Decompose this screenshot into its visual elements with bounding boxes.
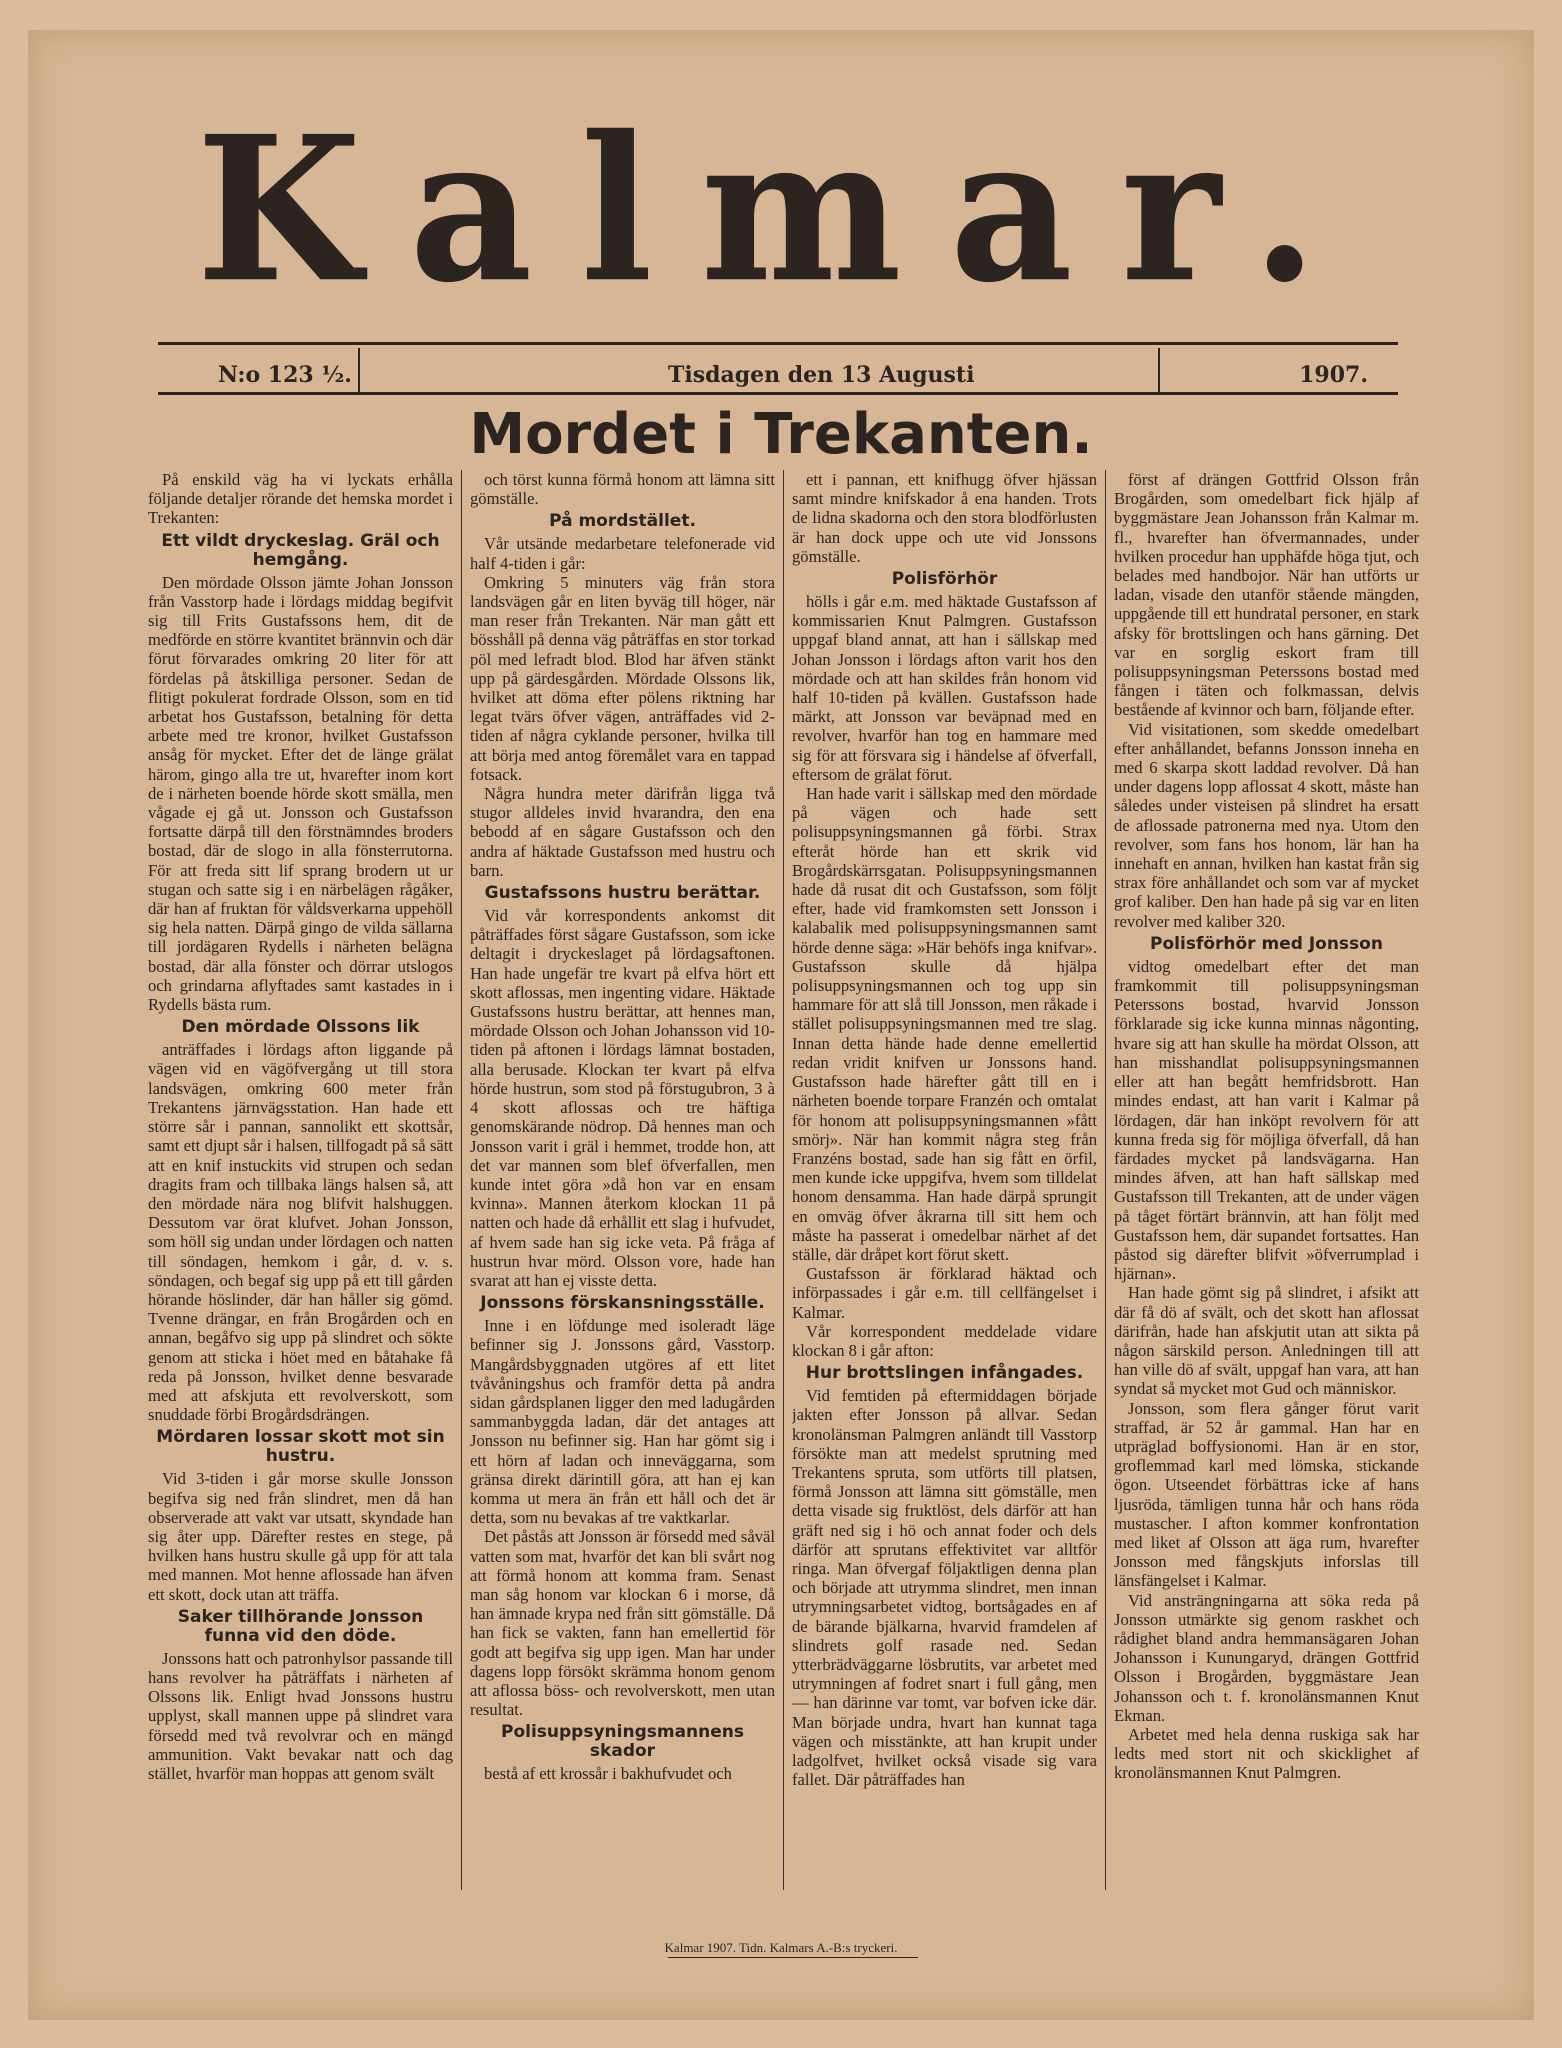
column-rule [461, 470, 462, 1890]
column-rule [783, 470, 784, 1890]
section-heading: Polisförhör med Jonsson [1150, 933, 1383, 954]
section-heading: Den mördade Olssons lik [181, 1017, 420, 1038]
issue-divider [1158, 348, 1160, 392]
paragraph: Vid ansträngningarna att söka reda på Jonsson utmärkte sig genom raskhet och rådighet bland andra hemmansägaren Johan Johansson i Kunungaryd, drängen Gottfrid Olsson i Brogården, byggmästare Jean Johansson och t. f. kronolänsmannen Knut Ekman. [1114, 1590, 1419, 1725]
section-heading: Mördaren lossar skott mot sin hustru. [156, 1427, 445, 1467]
article-column [470, 470, 775, 1895]
paragraph: och törst kunna förmå honom att lämna sitt gömställe. [470, 470, 775, 509]
paragraph: anträffades i lördags afton liggande på vägen vid en vägöfvergång ut till stora landsvägen, omkring 600 meter från Trekantens järnvägsstation. Han hade ett större sår i pannan, sannolikt ett skottsår, samt ett djupt sår i halsen, tillfogadt på så sätt att en knif instuckits vid strupen och sedan dragits fram och tillbaka längs halsen så, att den mördade nära nog blifvit halshuggen. Dessutom var örat klufvet. Johan Jonsson, som höll sig undan under lördagen och natten till söndagen, hemkom i går, d. v. s. söndagen, och begaf sig upp på ett till gården hörande höslinder, där han håller sig gömd. Tvenne drängar, en från Brogården och en annan, begåfvo sig upp på slindret och sökte genom att sticka i höet med en båtahake få reda på Jonsson, hvilket denne besvarade med att afskjuta ett revolverskott, som snuddade förbi Brogårdsdrängen. [148, 1040, 453, 1425]
paragraph: Vår korrespondent meddelade vidare klockan 8 i går afton: [792, 1321, 1097, 1360]
paragraph: Jonssons hatt och patronhylsor passande till hans revolver ha påträffats i närheten af Olssons lik. Enligt hvad Jonssons hustru upplyst, skall mannen uppe på slindret vara försedd med två revolvrar och en mängd ammunition. Vakt bevakar natt och dag stället, hvarför man hoppas att genom svält [148, 1648, 453, 1783]
paragraph: Vår utsände medarbetare telefonerade vid half 4-tiden i går: [470, 534, 775, 573]
issue-bar [158, 360, 1398, 394]
paragraph: vidtog omedelbart efter det man framkommit till polisuppsyningsman Peterssons bostad, hvarvid Jonsson förklarade sig icke kunna minnas någonting, hvare sig att han skulle ha mördat Olsson, att han misshandlat polisuppsyningsmannen eller att han begått hemfridsbrott. Han mindes endast, att han varit i Kalmar på lördagen, där han inköpt revolvern för att kunna freda sig för möjliga öfverfall, då han färdades mycket på landsvägarna. Han mindes äfven, att han haft sällskap med Gustafsson till Trekanten, att de under vägen på tåget förtärt brännvin, att han följt med Gustafsson hem, där supandet fortsattes. Han påstod sig därefter blifvit »öfverrumplad i hjärnan». [1114, 956, 1419, 1284]
section-heading: Polisuppsyningsmannens skador [500, 1722, 744, 1762]
paragraph: först af drängen Gottfrid Olsson från Brogården, som omedelbart fick hjälp af byggmästare Jean Johansson från Kalmar m. fl., hvarefter han öfvermannades, under hvilken procedur han upphäfde höga tjut, och belades med handbojor. När han utförts ur ladan, visade den utanför stående mängden, uppgående till ett hundratal personer, en stark afsky för brottslingen och hans gärning. Det var en sorglig eskort fram till polisuppsyningsman Peterssons bostad med fången i täten och folkmassan, delvis bestående af kvinnor och barn, följande efter. [1114, 470, 1419, 720]
paragraph: Han hade varit i sällskap med den mördade på vägen och hade sett polisuppsyningsmannen gå förbi. Strax efteråt hörde han ett skrik vid Brogårdskärrsgatan. Polisuppsyningsmannen hade då rusat dit och Gustafsson, som följt efter, hade vid framkomsten sett Jonsson i kalabalik med polisuppsyningsmannen samt hörde denne säga: »Här behöfs inga knifvar». Gustafsson skulle då hjälpa polisuppsyningsmannen och tog upp sin hammare för att slå till Jonsson, men råkade i stället polisuppsyningsmannen med tre slag. Innan detta hände hade denne emellertid redan vridit knifven ur Jonssons hand. Gustafsson hade härefter gått till en i närheten boende torpare Franzén och omtalat för honom att polisuppsyningsmannen »fått smörj». När han kommit några steg från Franzéns bostad, sade han sig fått en örfil, men kunde icke uppgifva, hvem som tilldelat honom densamma. Han hade därpå sprungit en omväg öfver åkrarna till sitt hem och måste ha passerat i omedelbar närhet af det ställe, där dråpet kort förut skett. [792, 784, 1097, 1264]
issue-year: 1907. [1299, 362, 1368, 388]
paragraph: ett i pannan, ett knifhugg öfver hjässan samt mindre knifskador å ena handen. Trots de lidna skadorna och den stora blodförlusten är han dock uppe och ute vid Jonssons gömställe. [792, 470, 1097, 566]
imprint-rule [668, 1957, 918, 1958]
paragraph: Vid femtiden på eftermiddagen började jakten efter Jonsson på allvar. Sedan kronolänsman Palmgren anländt till Vasstorp försökte man att medelst sprutning med Trekantens spruta, som utförts till platsen, förmå Jonsson att lämna sitt gömställe, men detta visade sig fruktlöst, dels därför att han gräft ned sig i hö och annat foder och dels därför att sprutans effektivitet var alltför ringa. Man öfvergaf följaktligen denna plan och började att utrymma slindret, men innan utrymningsarbetet vidtog, bortsågades en af de bärande bjälkarna, hvarvid framdelen af slindrets golf rasade ned. Sedan ytterbrädväggarne lösbrutits, var arbetet med utrymningen af fodret snart i full gång, men — han därinne var tomt, var bofven icke där. Man började undra, hvart han kunnat taga vägen och misstänkte, att han krupit under ladgolfvet, hvilket också visade sig vara fallet. Där påträffades han [792, 1386, 1097, 1790]
section-heading: Jonssons förskansningsställe. [480, 1293, 765, 1314]
paragraph: Omkring 5 minuters väg från stora landsvägen går en liten byväg till höger, när man reser från Trekanten. När man gått ett bösshåll på denna väg påträffas en stor torkad pöl med lefradt blod. Blod har äfven stänkt upp på gärdesgården. Mördade Olssons lik, hvilket att döma efter pölens riktning har legat tvärs öfver vägen, anträffades vid 2-tiden af några cyklande personer, hvilka till att börja med antog föremålet vara en tappad fotsack. [470, 572, 775, 784]
section-heading: Gustafssons hustru berättar. [484, 883, 761, 904]
paragraph: Några hundra meter därifrån ligga två stugor alldeles invid hvarandra, den ena bebodd af en sågare Gustafsson och den andra af häktade Gustafsson med hustru och barn. [470, 784, 775, 880]
paragraph: hölls i går e.m. med häktade Gustafsson af kommissarien Knut Palmgren. Gustafsson uppgaf bland annat, att han i sällskap med Johan Jonsson i lördags afton varit hos den mördade och att han skildes från honom vid half 10-tiden på kvällen. Gustafsson hade märkt, att Jonsson var beväpnad med en revolver, hvarför han tog en hammare med sig för att försvara sig i händelse af öfverfall, eftersom de grälat förut. [792, 592, 1097, 784]
paragraph: Arbetet med hela denna ruskiga sak har ledts med stort nit och skicklighet af kronolänsmannen Knut Palmgren. [1114, 1725, 1419, 1783]
article-column [1114, 470, 1419, 1895]
section-heading: Hur brottslingen infångades. [805, 1363, 1084, 1384]
issue-date: Tisdagen den 13 Augusti [668, 362, 975, 388]
paragraph: Inne i en löfdunge med isoleradt läge befinner sig J. Jonssons gård, Vasstorp. Mangårdsbyggnaden utgöres af ett litet tvåvåningshus och framför detta på andra sidan gårdsplanen ligger den med ladugården sammanbyggda ladan, där det antages att Jonsson nu befinner sig. Han har gömt sig i ett hörn af ladan och inneväggarna, som gränsa direkt därintill göra, att han ej kan komma ut mera än från ett håll och det är detta, som nu bevakas af tre vaktkarlar. [470, 1316, 775, 1528]
paragraph: På enskild väg ha vi lyckats erhålla följande detaljer rörande det hemska mordet i Trekanten: [148, 470, 453, 528]
issue-number: N:o 123 ½. [218, 362, 352, 388]
paragraph: Den mördade Olsson jämte Johan Jonsson från Vasstorp hade i lördags middag begifvit sig till Frits Gustafssons hem, dit de medförde en större kvantitet brännvin och där förut förvarades omkring 20 liter för att fördelas på åtskilliga personer. Sedan de flitigt pokulerat fordrade Olsson, som en tid arbetat hos Gustafsson, betalning för detta arbete med tre kronor, hvilket Gustafsson ansåg för mycket. Efter det de länge grälat härom, gingo alla tre ut, hvarefter inom kort de i närheten boende hörde skott smälla, men vågade ej gå ut. Jonsson och Gustafsson fortsatte därpå till den förstnämndes broders bostad, där de slogo in alla fönsterrutorna. För att freda sitt lif sprang brodern ut ur stugan och satte sig i en närbelägen rågåker, där han af fruktan för våldsverkarna uppehöll sig hela natten. Därpå gingo de vilda sällarna till jordägaren Rydells i närheten belägna bostad, där alla fönster och dörrar utslogos och grindarna aflyftades samt kastades in i Rydells bästa rum. [148, 572, 453, 1015]
paragraph: Vid vår korrespondents ankomst dit påträffades först sågare Gustafsson, som icke deltagit i dryckeslaget på lördagsaftonen. Han hade ungefär tre kvart på elfva hört ett skott aflossas, men ingenting vidare. Häktade Gustafssons hustru berättar, att hennes man, mördade Olsson och Johan Johansson vid 10-tiden på aftonen i lördags lämnat bostaden, alla berusade. Klockan ter kvart på elfva hörde hustrun, som stod på förstugubron, 3 à 4 skott aflossas och tre häftiga genomskärande nödrop. Då hennes man och Jonsson varit i gräl i hemmet, trodde hon, att det var mannen som blef öfverfallen, men kunde intet göra »då hon var en ensam kvinna». Mannen återkom klockan 11 på natten och hade då erhållit ett slag i hufvudet, af hvem sade han sig icke veta. På fråga af hustrun hvar mörd. Olsson vore, hade han svarat att han ej visste detta. [470, 906, 775, 1290]
newspaper-page [28, 30, 1534, 2020]
article-column [148, 470, 453, 1895]
section-heading: Polisförhör [891, 569, 998, 590]
paragraph: bestå af ett krossår i bakhufvudet och [484, 1764, 732, 1784]
section-heading: Saker tillhörande Jonsson funna vid den döde. [177, 1606, 424, 1646]
article-column [792, 470, 1097, 1895]
paragraph: Vid 3-tiden i går morse skulle Jonsson begifva sig ned från slindret, men då han observerade att vakt var utsatt, skyndade han sig åter upp. Därefter restes en stege, på hvilken hans hustru skulle gå upp för att tala med mannen. Mot henne aflossade han äfven ett skott, dock utan att träffa. [148, 1469, 453, 1604]
paragraph: Han hade gömt sig på slindret, i afsikt att där få dö af svält, och det skott han aflossat därifrån, hade han afskjutit utan att sikta på någon särskild person. Anledningen till att han ville dö af svält, uppgaf han vara, att han syndat så mycket mot Gud och människor. [1114, 1283, 1419, 1399]
bottom-rule [158, 392, 1398, 395]
paragraph: Vid visitationen, som skedde omedelbart efter anhållandet, befanns Jonsson inneha en med 6 skarpa skott laddad revolver. Då han under dagens lopp aflossat 4 skott, måste han således under visteisen på slindret ha ersatt de aflossade patronerna med nya. Utom den revolver, som fans hos honom, lär han ha innehaft en annan, hvilken han kastat från sig strax före anhållandet och som var af mycket grof kaliber. Den han hade på sig var en liten revolver med kaliber 320. [1114, 719, 1419, 931]
top-rule [158, 342, 1398, 345]
paragraph: Jonsson, som flera gånger förut varit straffad, är 52 år gammal. Han har en utpräglad boffysionomi. Han är en stor, groflemmad karl med lömska, stickande ögon. Utseendet förbättras icke af hans ljusröda, tämligen tunna hår och hans röda mustascher. I afton kommer konfrontation med liket af Olsson att äga rum, hvarefter Jonsson med fångskjuts inforslas till länsfängelset i Kalmar. [1114, 1398, 1419, 1591]
paragraph: Gustafsson är förklarad häktad och införpassades i går e.m. till cellfängelset i Kalmar. [792, 1264, 1097, 1322]
section-heading: Ett vildt dryckeslag. Gräl och hemgång. [161, 530, 440, 570]
printer-imprint: Kalmar 1907. Tidn. Kalmars A.-B:s tryckeri. [664, 1940, 898, 1955]
paragraph: Det påstås att Jonsson är försedd med såväl vatten som mat, hvarför det kan bli svårt nog att förmå honom att komma fram. Senast man såg honom var klockan 6 i morse, då han ämnade krypa ned från sitt gömställe. Då han fick se vakten, fann han emellertid för godt att begifva sig upp igen. Man har under dagens lopp försökt skrämma honom genom att aflossa böss- och revolverskott, men utan resultat. [470, 1527, 775, 1720]
column-rule [1105, 470, 1106, 1890]
section-heading: På mordstället. [549, 511, 696, 532]
masthead-title: Kalmar. [196, 92, 1366, 327]
issue-divider [358, 348, 360, 392]
headline: Mordet i Trekanten. [469, 402, 1093, 467]
